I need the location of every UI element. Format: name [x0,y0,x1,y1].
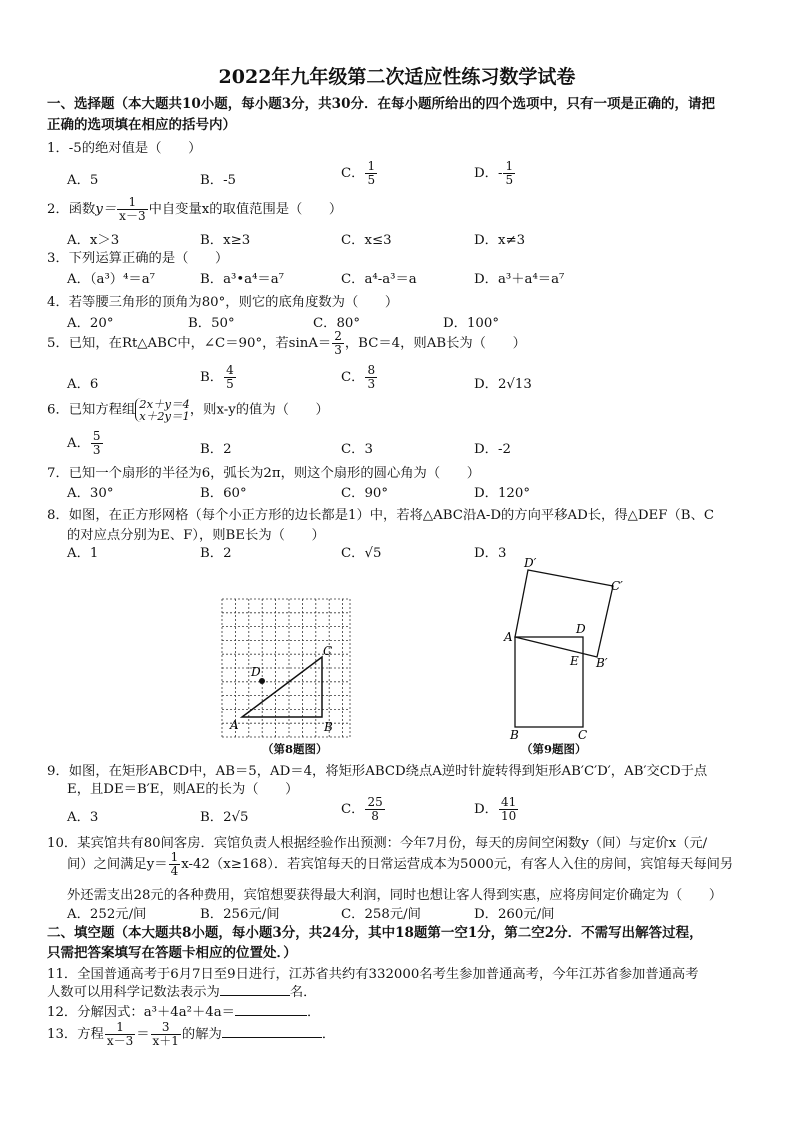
q3-option-c: C．a⁴-a³＝a [341,272,417,287]
q12-answer-blank[interactable] [235,1003,307,1016]
fig8-label-a: A [230,718,239,732]
q7-option-b: B．60° [200,486,247,501]
q13-stem: 13．方程 $\frac{1}{x-3}$ ＝ $\frac{3}{x+1}$ 的解为 ． [47,1020,336,1048]
fig8-label-c: C [323,644,333,658]
fig8-label-d: D [251,665,261,679]
q7-option-a: A．30° [67,486,114,501]
q10-option-c: C．258元/间 [341,907,421,922]
q8-option-b: B．2 [200,546,232,561]
q9-option-c: C． $\frac{25}{8}$ [341,795,383,823]
section1-header-line2: 正确的选项填在相应的括号内） [47,117,236,133]
fig9-label-d1: D′ [524,556,537,570]
q1-option-a: A．5 [67,173,99,188]
q1-option-d: D．- $\frac{1}{5}$ [474,159,514,187]
q1-option-c: C． $\frac{1}{5}$ [341,159,376,187]
q2-option-a: A．x＞3 [67,233,120,248]
q10-line3: 外还需支出28元的各种费用，宾馆想要获得最大利润，同时也想让客人得到实惠，应将房间定价确定为（ ） [67,888,723,903]
q10-option-d: D．260元/间 [474,907,555,922]
q6-option-b: B．2 [200,442,232,457]
q2-option-b: B．x≥3 [200,233,251,248]
q4-option-b: B．50° [188,316,235,331]
q9-option-d: D． $\frac{41}{10}$ [474,795,517,823]
q1-option-b: B．-5 [200,173,237,188]
rectangle-ab1c1d1 [515,570,613,657]
section2-header-line2: 只需把答案填写在答题卡相应的位置处．） [47,945,297,961]
q5-option-b: B． $\frac{4}{5}$ [200,363,234,391]
q7-stem: 7．已知一个扇形的半径为6，弧长为2π，则这个扇形的圆心角为（ ） [47,466,481,481]
q6-option-d: D．-2 [474,442,511,457]
q7-option-c: C．90° [341,486,389,501]
q5-option-c: C． $\frac{8}{3}$ [341,363,376,391]
fig9-label-c: C [578,728,588,742]
section1-header-line1: 一、选择题（本大题共10小题，每小题3分，共30分．在每小题所给出的四个选项中，只有一项是正确的，请把 [47,96,715,112]
q3-stem: 3．下列运算正确的是（ ） [47,251,229,266]
q2-stem: 2．函数y＝ $\frac{1}{x-3}$ 中自变量x的取值范围是（ ） [47,195,343,223]
q6-option-a: A． $\frac{5}{3}$ [67,429,101,457]
q3-option-d: D．a³＋a⁴＝a⁷ [474,272,565,287]
q5-stem: 5．已知，在Rt△ABC中，∠C＝90°，若sinA＝ $\frac{2}{3}$ ，BC＝4，则AB长为（ ） [47,329,526,357]
fig9-label-b1: B′ [596,656,608,670]
fig9-label-c1: C′ [611,579,623,593]
q4-stem: 4．若等腰三角形的顶角为80°，则它的底角度数为（ ） [47,295,399,310]
q2-option-d: D．x≠3 [474,233,526,248]
q11-line1: 11．全国普通高考于6月7日至9日进行，江苏省共约有332000名考生参加普通高考，今年江苏省参加普通高考 [47,967,699,982]
q10-line1: 10．某宾馆共有80间客房．宾馆负责人根据经验作出预测：今年7月份，每天的房间空闲数y（间）与定价x（元/ [47,836,708,851]
section2-header-line1: 二、填空题（本大题共8小题，每小题3分，共24分，其中18题第一空1分，第二空2分．不需写出解答过程， [47,925,703,941]
q3-option-a: A．（a³）⁴＝a⁷ [67,272,155,287]
fig9-label-a: A [504,630,513,644]
q7-option-d: D．120° [474,486,530,501]
fig9-label-e: E [570,654,579,668]
fig9-label-d: D [576,622,586,636]
q12-stem: 12．分解因式：a³＋4a²＋4a＝ ． [47,1005,321,1020]
q10-option-b: B．256元/间 [200,907,280,922]
q6-option-c: C．3 [341,442,373,457]
q8-option-d: D．3 [474,546,507,561]
q4-option-c: C．80° [313,316,361,331]
q8-line1: 8．如图，在正方形网格（每个小正方形的边长都是1）中，若将△ABC沿A-D的方向平移AD长，得△DEF（B、C [47,508,715,523]
fig9-label-b: B [510,728,519,742]
q8-line2: 的对应点分别为E、F），则BE长为（ ） [67,528,325,543]
figure-9-rectangles [498,553,638,743]
q9-option-b: B．2√5 [200,810,249,825]
q9-option-a: A．3 [67,810,99,825]
q10-line2: 间）之间满足y＝ $\frac{1}{4}$ x-42（x≥168）．若宾馆每天的日常运营成本为5000元，有客人入住的房间，宾馆每天每间另 [67,850,734,878]
fig8-caption: （第8题图） [262,742,328,756]
q5-option-d: D．2√13 [474,377,532,392]
q1-stem: 1．-5的绝对值是（ ） [47,141,202,156]
q11-answer-blank[interactable] [220,983,290,996]
q9-line2: E，且DE＝B′E，则AE的长为（ ） [67,782,299,797]
q8-option-a: A．1 [67,546,99,561]
q2-option-c: C．x≤3 [341,233,392,248]
q6-stem: 6．已知方程组 2x＋y＝4 x＋2y＝1 ，则x-y的值为（ ） [47,397,329,423]
figure-8-grid [218,595,354,740]
q5-option-a: A．6 [67,377,99,392]
q3-option-b: B．a³•a⁴＝a⁷ [200,272,284,287]
q9-line1: 9．如图，在矩形ABCD中，AB＝5，AD＝4，将矩形ABCD绕点A逆时针旋转得到矩形AB′C′D′，AB′交CD于点 [47,764,708,779]
q10-option-a: A．252元/间 [67,907,147,922]
fig9-caption: （第9题图） [521,742,587,756]
q13-answer-blank[interactable] [222,1025,322,1038]
q8-option-c: C．√5 [341,546,382,561]
q4-option-d: D．100° [443,316,499,331]
fig8-label-b: B [324,720,333,734]
page-title: 2022年九年级第二次适应性练习数学试卷 [218,66,576,88]
q4-option-a: A．20° [67,316,114,331]
q11-line2: 人数可以用科学记数法表示为 名． [47,985,317,1000]
